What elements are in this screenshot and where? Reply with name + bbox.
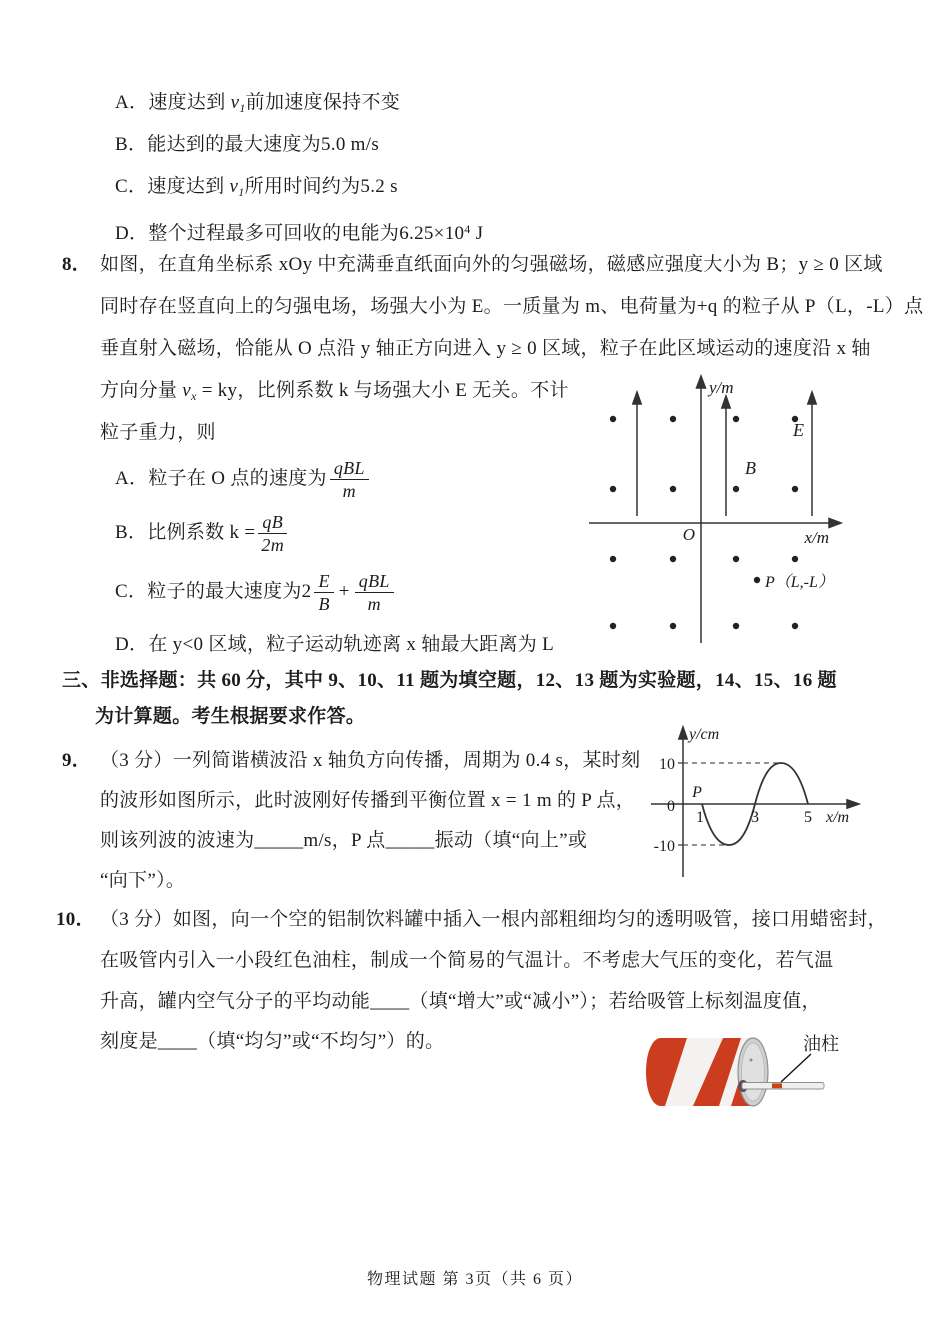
fraction: [314, 571, 333, 614]
q8-option-b: [115, 509, 290, 557]
plus-sign: +: [338, 581, 350, 602]
math-sup: 4: [464, 222, 471, 236]
text-run: 速度达到: [147, 176, 230, 197]
text-run: 整个过程最多可回收的电能为6.25×10: [148, 223, 465, 244]
q9-number: 9．: [62, 750, 92, 771]
fraction-denominator: m: [342, 480, 356, 501]
tick-3: 3: [751, 809, 759, 826]
oil-label: 油柱: [803, 1034, 839, 1054]
text-run: 所用时间约为5.2 s: [244, 176, 398, 197]
section3-line2: 为计算题。考生根据要求作答。: [95, 706, 366, 727]
q7-option-d: [115, 214, 483, 249]
text-run: 前加速度保持不变: [245, 92, 401, 113]
p-label: P: [692, 784, 702, 801]
text-run: 能达到的最大速度为5.0 m/s: [147, 134, 380, 155]
q8-field-diagram: [583, 373, 898, 658]
y-axis-label: y/cm: [689, 726, 720, 743]
text-run: 速度达到: [148, 92, 231, 113]
text-run: 比例系数 k =: [147, 522, 256, 543]
q8-option-c: [115, 568, 397, 616]
q10-line2: 在吸管内引入一小段红色油柱，制成一个简易的气温计。不考虑大气压的变化，若气温: [100, 950, 834, 971]
p-label: P（L,-L）: [765, 574, 834, 591]
fraction-denominator: 2m: [261, 534, 285, 555]
q9-line4: “向下”）。: [100, 870, 186, 891]
q7-option-b: [115, 130, 379, 160]
q7-option-a: [115, 88, 400, 123]
fraction-numerator: E: [314, 571, 333, 593]
option-label: A．: [115, 92, 149, 113]
q8-number: 8．: [62, 254, 92, 275]
option-label: D．: [115, 634, 149, 655]
fraction: [258, 512, 287, 555]
page-footer: 物理试题 第 3页（共 6 页）: [366, 1271, 583, 1288]
fraction: [330, 458, 369, 501]
option-label: C．: [115, 581, 148, 602]
math-sub: 1: [239, 101, 246, 115]
tick-10: 10: [659, 756, 675, 773]
math-var: v: [230, 92, 240, 113]
math-var: v: [229, 176, 239, 197]
fraction-denominator: B: [318, 593, 330, 614]
origin-label: O: [682, 525, 695, 544]
q10-line1: （3 分）如图，向一个空的铝制饮料罐中插入一根内部粗细均匀的透明吸管，接口用蜡密封，: [100, 909, 887, 930]
can-end-inner: [742, 1043, 765, 1101]
fraction-denominator: m: [367, 593, 381, 614]
q8-stem-line4: [100, 376, 569, 411]
b-label: B: [745, 458, 756, 478]
text-run: 在 y<0 区域，粒子运动轨迹离 x 轴最大距离为 L: [148, 634, 555, 655]
can-tab-dot: [750, 1059, 753, 1062]
q9-wave-figure: [645, 725, 900, 885]
math-var: v: [182, 380, 191, 401]
oil-pointer-line: [781, 1054, 811, 1082]
straw: [742, 1083, 824, 1090]
q10-line4: 刻度是____（填“均匀”或“不均匀”）的。: [100, 1031, 445, 1052]
q10-line3: 升高，罐内空气分子的平均动能____（填“增大”或“减小”）；若给吸管上标刻温度值，: [100, 991, 821, 1012]
p-point-dot: [754, 577, 760, 583]
tick-neg10: -10: [653, 838, 675, 855]
x-axis-label: x/m: [804, 528, 829, 547]
fraction: [355, 571, 394, 614]
option-label: D．: [115, 223, 149, 244]
text-run: J: [470, 223, 484, 244]
oil-column: [772, 1083, 782, 1088]
tick-1: 1: [696, 809, 704, 826]
math-sub: 1: [238, 185, 245, 199]
option-label: B．: [115, 134, 148, 155]
fraction-numerator: qBL: [330, 458, 369, 480]
q8-option-d: [115, 630, 554, 660]
e-field-arrows: [633, 392, 816, 516]
x-axis-label: x/m: [826, 809, 850, 826]
tick-5: 5: [804, 809, 812, 826]
option-label: B．: [115, 522, 148, 543]
text-run: 粒子在 O 点的速度为: [148, 468, 327, 489]
text-run: 方向分量: [100, 380, 183, 401]
axes: [589, 376, 841, 643]
text-run: = ky，比例系数 k 与场强大小 E 无关。不计: [196, 380, 569, 401]
q10-can-figure: [635, 1030, 915, 1115]
q8-stem-line5: 粒子重力，则: [100, 422, 216, 443]
fraction-numerator: qB: [258, 512, 287, 534]
q8-stem-line1: 如图，在直角坐标系 xOy 中充满垂直纸面向外的匀强磁场，磁感应强度大小为 B；y ≥ 0 区域: [100, 254, 883, 275]
q9-line3: 则该列波的波速为_____m/s，P 点_____振动（填“向上”或: [100, 830, 588, 851]
q9-line2: 的波形如图所示，此时波刚好传播到平衡位置 x = 1 m 的 P 点，: [100, 790, 636, 811]
q9-line1: （3 分）一列简谐横波沿 x 轴负方向传播，周期为 0.4 s，某时刻: [100, 750, 641, 771]
tick-0: 0: [667, 798, 675, 815]
q8-stem-line3: 垂直射入磁场，恰能从 O 点沿 y 轴正方向进入 y ≥ 0 区域，粒子在此区域运动的速度沿 x 轴: [100, 338, 871, 359]
e-label: E: [793, 420, 804, 440]
q10-number: 10．: [56, 909, 95, 930]
q8-option-a: [115, 455, 372, 503]
option-label: C．: [115, 176, 148, 197]
section3-line1: 三、非选择题：共 60 分，其中 9、10、11 题为填空题，12、13 题为实验题，14、15、16 题: [62, 670, 837, 691]
q7-option-c: [115, 172, 398, 207]
q8-stem-line2: 同时存在竖直向上的匀强电场，场强大小为 E。一质量为 m、电荷量为+q 的粒子从 P（L，-L）点: [100, 296, 924, 317]
fraction-numerator: qBL: [355, 571, 394, 593]
option-label: A．: [115, 468, 149, 489]
y-axis-label: y/m: [709, 378, 734, 397]
text-run: 粒子的最大速度为2: [147, 581, 312, 602]
math-sub: x: [191, 389, 197, 403]
